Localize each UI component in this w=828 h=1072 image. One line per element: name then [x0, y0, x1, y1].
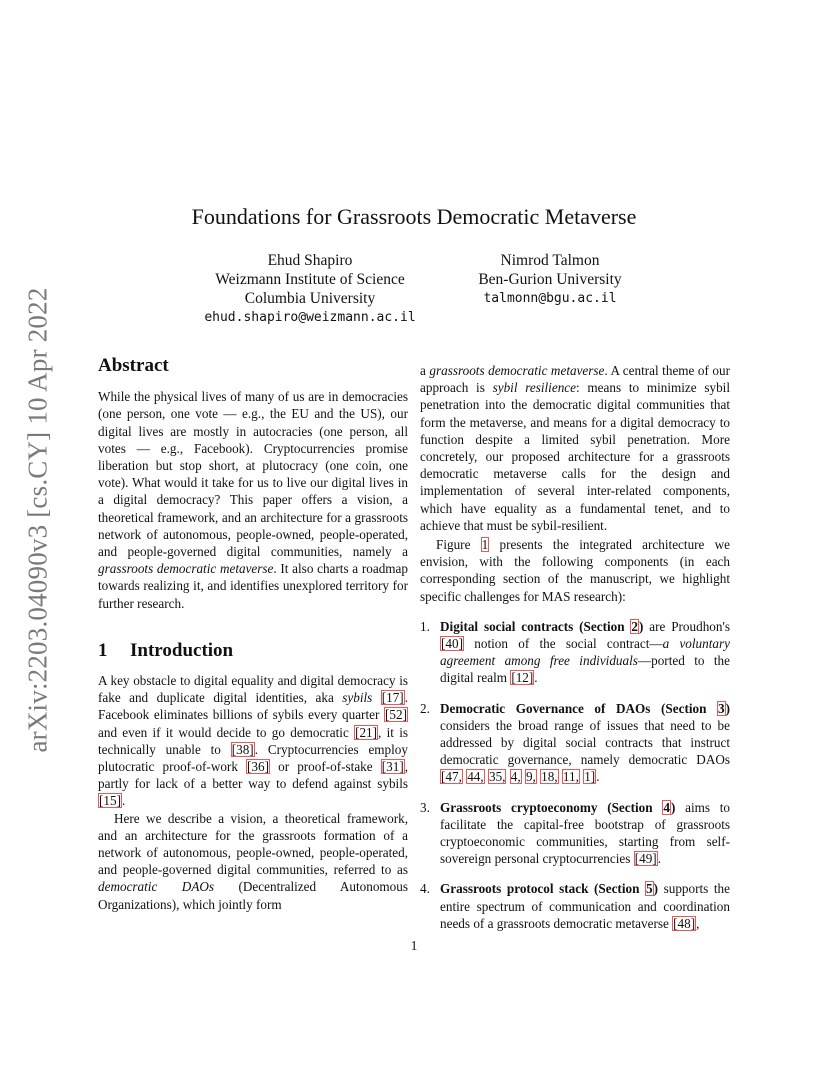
citation-link[interactable]: [12] — [511, 670, 534, 686]
citation-link[interactable]: 9, — [525, 769, 536, 785]
citation-link[interactable]: [15] — [99, 793, 121, 809]
author-email[interactable]: ehud.shapiro@weizmann.ac.il — [204, 310, 416, 325]
intro-paragraph-2: Here we describe a vision, a theoretical framework, and an architecture for the grassroots formation of a network of autonomous, people-owned, people-operated, and people-governed digital communities, referred to as democratic DAOs (Decentralized Autonomous Organizations), which jointly form — [98, 810, 408, 912]
citation-link[interactable]: [49] — [634, 851, 657, 867]
citation-link[interactable]: [48] — [673, 915, 696, 931]
intro-paragraph-1: A key obstacle to digital equality and digital democracy is fake and duplicate digital identities, aka sybils [17]. Facebook eliminates billions of sybils every quarter [52] and even if it would decide to go democratic [21], it is technically unable to [38]. Cryptocurrencies employ plutocratic proof-of-work [36] or proof-of-stake [31], partly for lack of a better way to defend against sybils [15]. — [98, 673, 409, 809]
left-column — [98, 357, 408, 913]
citation-link[interactable]: 44, — [467, 769, 484, 785]
figure-ref-link[interactable]: 1 — [481, 537, 489, 553]
author-block-1 — [190, 251, 430, 327]
citation-link[interactable]: [52] — [385, 707, 407, 723]
citation-link[interactable]: [47, — [441, 769, 462, 785]
section-ref-link[interactable]: 3 — [718, 700, 725, 716]
citation-link[interactable]: 35, — [488, 769, 506, 785]
component-list — [420, 618, 730, 932]
right-paragraph-2: Figure 1 presents the integrated architecture we envision, with the following components (in each corresponding section of the manuscript, we highlight specific challenges for MAS research): — [420, 537, 730, 604]
citation-link[interactable]: 18, — [541, 769, 558, 785]
section-title: Introduction — [130, 639, 234, 661]
citation-link[interactable]: [36] — [247, 759, 270, 775]
abstract-heading: Abstract — [98, 355, 169, 376]
section-number: 1 — [98, 639, 108, 661]
citation-link[interactable]: [21] — [355, 724, 378, 740]
citation-link[interactable]: 11, — [562, 769, 579, 785]
author-affiliation: Ben-Gurion University — [478, 271, 622, 288]
list-item: 1. Digital social contracts (Section 2) are Proudhon's [40] notion of the social contract—a voluntary agreement among free individuals—ported to the digital realm [12]. — [420, 618, 730, 686]
citation-link[interactable]: [17] — [381, 690, 404, 706]
arxiv-stamp: arXiv:2203.04090v3 [cs.CY] 10 Apr 2022 — [22, 287, 53, 753]
author-email[interactable]: talmonn@bgu.ac.il — [483, 291, 617, 306]
author-affiliation: Weizmann Institute of Science — [215, 271, 405, 288]
citation-link[interactable]: [38] — [231, 741, 254, 757]
citation-link[interactable]: [40] — [441, 636, 463, 652]
author-affiliation: Columbia University — [244, 290, 376, 307]
section-ref-link[interactable]: 5 — [646, 881, 653, 897]
list-marker: 2. — [420, 700, 430, 716]
right-column — [420, 362, 730, 945]
author-name: Nimrod Talmon — [500, 252, 600, 269]
section-ref-link[interactable]: 4 — [663, 799, 670, 815]
section-ref-link[interactable]: 2 — [631, 618, 638, 634]
citation-link[interactable]: 4, — [510, 769, 521, 785]
paper-title: Foundations for Grassroots Democratic Metaverse — [191, 204, 637, 229]
abstract-text: While the physical lives of many of us are in democracies (one person, one vote — e.g., the EU and the US), our digital lives are mostly in autocracies (one person, all votes — e.g., Facebook). Cryptocurrencies promise liberation but stop short, at plutocracy (one coin, one vote). What would it take for us to live our digital lives in a digital democracy? This paper offers a vision, a theoretical framework, and an architecture for a grassroots network of autonomous, people-owned, people-operated, and people-governed digital communities, namely a grassroots democratic metaverse. It also charts a roadmap towards realizing it, and identifies unexplored territory for further research. — [98, 389, 408, 611]
page-number: 1 — [410, 938, 418, 953]
list-item: 2. Democratic Governance of DAOs (Section 3) considers the broad range of issues that need to be addressed by digital social contracts that instruct democratic governance, namely democratic DAOs [47, 44, 35, 4, 9, 18, 11, 1]. — [420, 700, 730, 785]
right-paragraph-1: a grassroots democratic metaverse. A central theme of our approach is sybil resilience: means to minimize sybil penetration into the democratic digital communities that form the metaverse, and means for a digital democracy to function despite a limited sybil penetration. More concretely, our proposed architecture for a grassroots democratic metaverse calls for the design and implementation of several inter-related components, which have equality as a fundamental tenet, and to achieve that must be sybil-resilient. — [420, 363, 731, 533]
section-heading-introduction — [98, 639, 408, 661]
list-marker: 4. — [420, 881, 430, 897]
citation-link[interactable]: [31] — [381, 759, 404, 775]
author-block-2 — [450, 251, 650, 308]
list-marker: 1. — [420, 618, 430, 634]
list-item: 3. Grassroots cryptoeconomy (Section 4) aims to facilitate the capital-free bootstrap of grassroots cryptoeconomic communities, starting from self-sovereign personal cryptocurrencies [49]. — [420, 799, 730, 867]
list-item: 4. Grassroots protocol stack (Section 5) supports the entire spectrum of communication and coordination needs of a grassroots democratic metaverse [48], — [420, 881, 730, 931]
citation-link[interactable]: 1] — [584, 769, 596, 785]
list-marker: 3. — [420, 799, 430, 815]
author-name: Ehud Shapiro — [267, 252, 353, 269]
